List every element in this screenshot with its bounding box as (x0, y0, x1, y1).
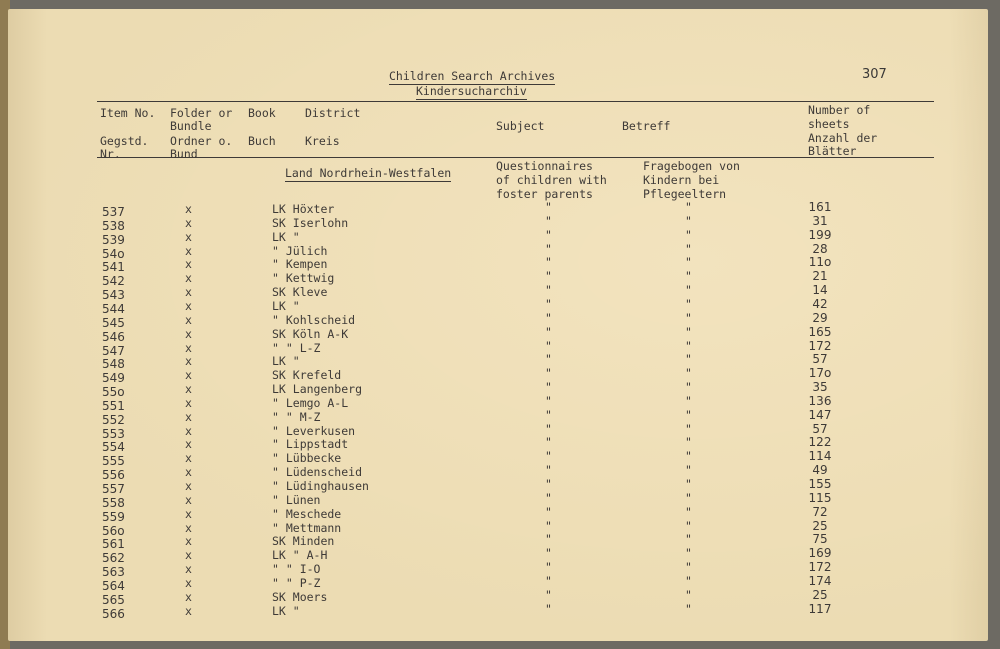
item-number: 548 (102, 357, 125, 372)
sheet-count: 147 (808, 407, 832, 422)
item-number: 56o (102, 523, 125, 538)
sheet-count: 21 (812, 269, 828, 284)
district-cell: LK " (272, 298, 300, 313)
sheet-count: 122 (808, 435, 832, 450)
header-sheets-2: sheets (808, 117, 850, 131)
district-cell: " Meschede (272, 506, 342, 521)
sheet-count: 155 (808, 477, 832, 491)
folder-mark: x (185, 534, 192, 549)
district-cell: " " L-Z (272, 340, 321, 355)
header-item-de-1: Gegstd. (100, 134, 149, 148)
betreff-ditto: " (685, 227, 692, 242)
district-cell: " Leverkusen (272, 423, 356, 438)
district-cell: " Kempen (272, 257, 328, 272)
district-cell: LK " A-H (272, 548, 328, 563)
folder-mark: x (185, 409, 192, 424)
district-cell: SK Iserlohn (272, 215, 349, 230)
district-cell: " Lünen (272, 492, 321, 507)
sheet-count: 114 (808, 449, 832, 464)
folder-mark: x (185, 368, 192, 383)
folder-mark: x (185, 603, 192, 618)
district-cell: " Lemgo A-L (272, 395, 349, 410)
sheet-count: 57 (812, 421, 828, 436)
table-row (0, 463, 1000, 483)
betreff-ditto: " (685, 255, 692, 270)
betreff-ditto: " (685, 241, 692, 256)
sheet-count: 72 (812, 504, 828, 519)
subject-ditto: " (545, 560, 552, 575)
subject-ditto: " (545, 324, 552, 339)
betreff-ditto: " (685, 393, 692, 408)
table-row (0, 518, 1000, 538)
item-number: 538 (102, 218, 125, 233)
item-number: 557 (102, 482, 125, 496)
item-number: 54o (102, 246, 125, 261)
sheet-count: 42 (812, 296, 828, 311)
item-number: 561 (102, 537, 125, 552)
district-cell: " " I-O (272, 562, 321, 577)
betreff-ditto: " (685, 283, 692, 298)
folder-mark: x (185, 575, 192, 590)
subject-ditto: " (545, 463, 552, 478)
sheet-count: 172 (808, 338, 832, 353)
betreff-ditto: " (685, 504, 692, 519)
district-cell: SK Krefeld (272, 368, 342, 383)
header-top-rule (97, 101, 934, 102)
section-subject-de-2: Kindern bei (643, 173, 720, 187)
district-cell: LK " (272, 354, 300, 369)
betreff-ditto: " (685, 310, 692, 325)
subject-ditto: " (545, 241, 552, 256)
district-cell: " " M-Z (272, 409, 321, 424)
table-row (0, 504, 1000, 524)
folder-mark: x (185, 312, 192, 327)
table-row (0, 366, 1000, 386)
header-book-en: Book (248, 106, 276, 120)
sheet-count: 115 (808, 490, 832, 505)
folder-mark: x (185, 340, 192, 355)
table-row (0, 587, 1000, 607)
table-row (0, 352, 1000, 372)
subject-ditto: " (545, 421, 552, 436)
item-number: 537 (102, 205, 125, 219)
district-cell: LK Langenberg (272, 382, 363, 397)
sheet-count: 136 (808, 393, 832, 408)
folder-mark: x (185, 257, 192, 272)
subject-ditto: " (545, 435, 552, 450)
subject-ditto: " (545, 573, 552, 588)
table-row (0, 227, 1000, 247)
folder-mark: x (185, 215, 192, 230)
sheet-count: 117 (808, 601, 832, 616)
folder-mark: x (185, 492, 192, 507)
header-subject-de: Betreff (622, 119, 671, 133)
item-number: 552 (102, 412, 125, 427)
header-subject-en: Subject (496, 119, 545, 133)
district-cell: " Lüdenscheid (272, 465, 363, 480)
folder-mark: x (185, 548, 192, 563)
betreff-ditto: " (685, 366, 692, 381)
betreff-ditto: " (685, 380, 692, 395)
folder-mark: x (185, 451, 192, 466)
subject-ditto: " (545, 255, 552, 270)
folder-mark: x (185, 395, 192, 410)
table-row (0, 449, 1000, 469)
betreff-ditto: " (685, 490, 692, 505)
section-subject-en-2: of children with (496, 173, 607, 187)
betreff-ditto: " (685, 407, 692, 422)
subject-ditto: " (545, 477, 552, 491)
subject-ditto: " (545, 546, 552, 561)
district-cell: SK Köln A-K (272, 326, 349, 341)
district-cell: LK " (272, 229, 300, 244)
section-subject-de-1: Fragebogen von (643, 159, 740, 173)
sheet-count: 31 (812, 213, 828, 228)
betreff-ditto: " (685, 213, 692, 228)
header-sheets-1: Number of (808, 103, 871, 117)
item-number: 541 (102, 260, 125, 275)
folder-mark: x (185, 437, 192, 452)
item-number: 562 (102, 551, 125, 566)
table-row (0, 490, 1000, 510)
folder-mark: x (185, 506, 192, 521)
folder-mark: x (185, 202, 192, 216)
district-cell: LK Höxter (272, 202, 335, 216)
header-district-en: District (305, 106, 361, 120)
table-row (0, 380, 1000, 400)
folder-mark: x (185, 423, 192, 438)
folder-mark: x (185, 520, 192, 535)
subject-ditto: " (545, 338, 552, 353)
document-title: Children Search Archives (389, 69, 556, 83)
table-row (0, 477, 1000, 496)
sheet-count: 25 (812, 587, 828, 602)
sheet-count: 11o (808, 255, 832, 270)
section-subject-en-3: foster parents (496, 187, 593, 201)
subject-ditto: " (545, 601, 552, 616)
table-row (0, 546, 1000, 566)
subject-ditto: " (545, 352, 552, 367)
betreff-ditto: " (685, 477, 692, 491)
folder-mark: x (185, 285, 192, 300)
table-row (0, 310, 1000, 330)
folder-mark: x (185, 562, 192, 577)
table-row (0, 296, 1000, 316)
sheet-count: 75 (812, 532, 828, 547)
district-cell: " Jülich (272, 243, 328, 258)
table-row (0, 338, 1000, 358)
betreff-ditto: " (685, 532, 692, 547)
betreff-ditto: " (685, 449, 692, 464)
sheet-count: 172 (808, 560, 832, 575)
betreff-ditto: " (685, 324, 692, 339)
item-number: 555 (102, 454, 125, 469)
item-number: 558 (102, 495, 125, 510)
table-row (0, 283, 1000, 303)
sheet-count: 28 (812, 241, 828, 256)
betreff-ditto: " (685, 200, 692, 214)
district-cell: " Lippstadt (272, 437, 349, 452)
item-number: 547 (102, 343, 125, 358)
header-sheets-4: Blätter (808, 144, 857, 158)
item-number: 539 (102, 232, 125, 247)
folder-mark: x (185, 465, 192, 480)
sheet-count: 14 (812, 283, 828, 298)
item-number: 542 (102, 274, 125, 289)
district-cell: LK " (272, 603, 300, 618)
header-folder-en-2: Bundle (170, 119, 212, 133)
table-row (0, 560, 1000, 580)
section-subject-de-3: Pflegeeltern (643, 187, 727, 201)
item-number: 545 (102, 315, 125, 330)
district-cell: " Lüdinghausen (272, 479, 369, 493)
header-book-de: Buch (248, 134, 276, 148)
subject-ditto: " (545, 227, 552, 242)
sheet-count: 29 (812, 310, 828, 325)
folder-mark: x (185, 382, 192, 397)
table-row (0, 421, 1000, 441)
sheet-count: 161 (808, 200, 832, 214)
sheet-count: 25 (812, 518, 828, 533)
subject-ditto: " (545, 490, 552, 505)
item-number: 549 (102, 371, 125, 386)
item-number: 55o (102, 385, 125, 400)
section-subject-en-1: Questionnaires (496, 159, 593, 173)
table-row (0, 435, 1000, 455)
betreff-ditto: " (685, 463, 692, 478)
subject-ditto: " (545, 269, 552, 284)
betreff-ditto: " (685, 573, 692, 588)
table-row (0, 532, 1000, 552)
betreff-ditto: " (685, 421, 692, 436)
table-row (0, 573, 1000, 593)
item-number: 564 (102, 578, 125, 593)
table-row (0, 601, 1000, 621)
folder-mark: x (185, 298, 192, 313)
betreff-ditto: " (685, 587, 692, 602)
sheet-count: 35 (812, 380, 828, 395)
table-row (0, 269, 1000, 289)
item-number: 556 (102, 468, 125, 483)
folder-mark: x (185, 589, 192, 604)
header-district-de: Kreis (305, 134, 340, 148)
subject-ditto: " (545, 407, 552, 422)
betreff-ditto: " (685, 269, 692, 284)
district-cell: SK Moers (272, 589, 328, 604)
table-row (0, 241, 1000, 261)
table-row (0, 393, 1000, 413)
item-number: 546 (102, 329, 125, 344)
header-item-en: Item No. (100, 106, 156, 120)
sheet-count: 57 (812, 352, 828, 367)
folder-mark: x (185, 229, 192, 244)
district-cell: " Kohlscheid (272, 312, 356, 327)
subject-ditto: " (545, 296, 552, 311)
folder-mark: x (185, 271, 192, 286)
folder-mark: x (185, 479, 192, 493)
subject-ditto: " (545, 532, 552, 547)
betreff-ditto: " (685, 296, 692, 311)
sheet-count: 199 (808, 227, 832, 242)
item-number: 544 (102, 301, 125, 316)
table-row (0, 407, 1000, 427)
document-subtitle: Kindersucharchiv (416, 84, 527, 98)
subject-ditto: " (545, 518, 552, 533)
page-number: 307 (862, 67, 887, 82)
betreff-ditto: " (685, 560, 692, 575)
table-row (0, 324, 1000, 344)
subject-ditto: " (545, 587, 552, 602)
subject-ditto: " (545, 449, 552, 464)
betreff-ditto: " (685, 546, 692, 561)
sheet-count: 17o (808, 366, 832, 381)
betreff-ditto: " (685, 338, 692, 353)
item-number: 565 (102, 592, 125, 607)
header-folder-de-2: Bund (170, 147, 198, 161)
betreff-ditto: " (685, 352, 692, 367)
item-number: 563 (102, 565, 125, 580)
sheet-count: 49 (812, 463, 828, 478)
district-cell: SK Kleve (272, 285, 328, 300)
header-folder-en-1: Folder or (170, 106, 233, 120)
betreff-ditto: " (685, 601, 692, 616)
header-item-de-2: Nr. (100, 147, 121, 161)
subject-ditto: " (545, 213, 552, 228)
district-cell: " " P-Z (272, 575, 321, 590)
district-cell: " Kettwig (272, 271, 335, 286)
betreff-ditto: " (685, 518, 692, 533)
folder-mark: x (185, 354, 192, 369)
header-sheets-3: Anzahl der (808, 131, 878, 145)
item-number: 551 (102, 398, 125, 413)
sheet-count: 169 (808, 546, 832, 561)
district-cell: SK Minden (272, 534, 335, 549)
subject-ditto: " (545, 366, 552, 381)
header-folder-de-1: Ordner o. (170, 134, 233, 148)
folder-mark: x (185, 243, 192, 258)
item-number: 566 (102, 606, 125, 621)
subject-ditto: " (545, 393, 552, 408)
subject-ditto: " (545, 380, 552, 395)
table-row (0, 255, 1000, 275)
subject-ditto: " (545, 504, 552, 519)
item-number: 559 (102, 509, 125, 524)
subject-ditto: " (545, 283, 552, 298)
table-row (0, 200, 1000, 219)
sheet-count: 174 (808, 573, 832, 588)
folder-mark: x (185, 326, 192, 341)
item-number: 553 (102, 426, 125, 441)
section-land: Land Nordrhein-Westfalen (285, 166, 452, 180)
item-number: 554 (102, 440, 125, 455)
district-cell: " Mettmann (272, 520, 342, 535)
betreff-ditto: " (685, 435, 692, 450)
subject-ditto: " (545, 310, 552, 325)
subject-ditto: " (545, 200, 552, 214)
table-row (0, 213, 1000, 233)
item-number: 543 (102, 288, 125, 303)
sheet-count: 165 (808, 324, 832, 339)
district-cell: " Lübbecke (272, 451, 342, 466)
